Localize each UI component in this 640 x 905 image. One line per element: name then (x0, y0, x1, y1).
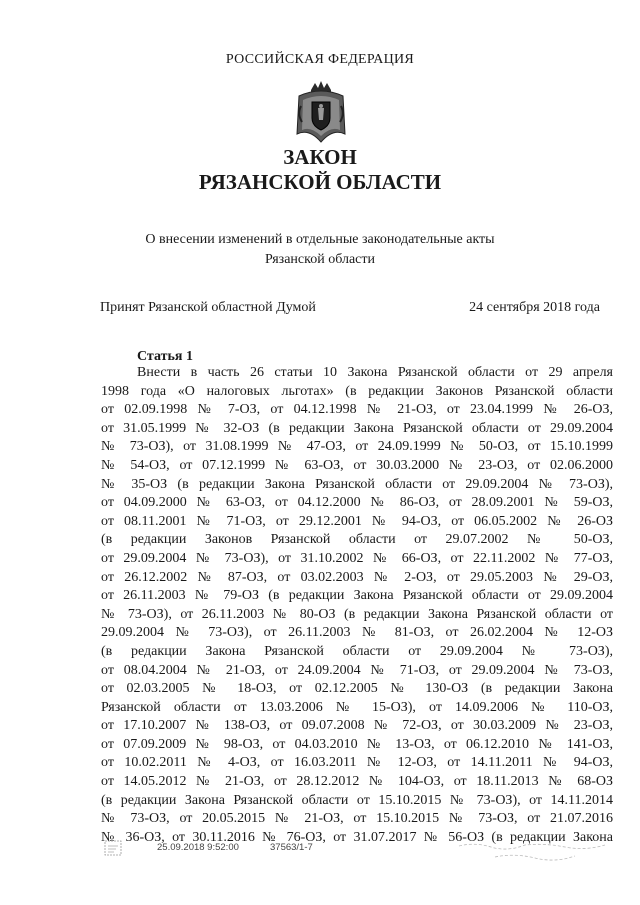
article-body-line: № 73-ОЗ), от 31.08.1999 № 47-ОЗ, от 24.09.1999 № 50-ОЗ, от 15.10.1999 (101, 439, 613, 455)
article-body-line: от 14.05.2012 № 21-ОЗ, от 28.12.2012 № 104-ОЗ, от 18.11.2013 № 68-ОЗ (101, 774, 613, 790)
article-body-line: от 26.12.2002 № 87-ОЗ, от 03.02.2003 № 2-ОЗ, от 29.05.2003 № 29-ОЗ, (101, 569, 613, 585)
law-title-line2: РЯЗАНСКОЙ ОБЛАСТИ (198, 170, 442, 194)
article-body (101, 364, 613, 847)
article-body-line: от 08.11.2001 № 71-ОЗ, от 29.12.2001 № 94-ОЗ, от 06.05.2002 № 26-ОЗ (101, 513, 613, 529)
law-title-line1: ЗАКОН (283, 145, 357, 169)
coat-of-arms-icon (293, 80, 349, 144)
article-body-line: от 31.05.1999 № 32-ОЗ (в редакции Закона Рязанской области от 29.09.2004 (101, 420, 613, 436)
article-body-line: от 07.09.2009 № 98-ОЗ, от 04.03.2010 № 13-ОЗ, от 06.12.2010 № 141-ОЗ, (101, 736, 613, 752)
article-body-line: № 36-ОЗ, от 30.11.2016 № 76-ОЗ, от 31.07.2017 № 56-ОЗ (в редакции Закона (101, 829, 613, 845)
article-heading: Статья 1 (137, 349, 193, 364)
article-body-line: от 17.10.2007 № 138-ОЗ, от 09.07.2008 № 72-ОЗ, от 30.03.2009 № 23-ОЗ, (101, 718, 613, 734)
law-title (0, 145, 640, 195)
article-body-line: (в редакции Закона Рязанской области от 29.09.2004 № 73-ОЗ), (101, 643, 613, 659)
adopted-by: Принят Рязанской областной Думой (100, 300, 316, 315)
adoption-date: 24 сентября 2018 года (469, 300, 600, 315)
article-body-line: от 02.03.2005 № 18-ОЗ, от 02.12.2005 № 130-ОЗ (в редакции Закона (101, 681, 613, 697)
adoption-line (100, 299, 600, 317)
article-body-line: от 04.09.2000 № 63-ОЗ, от 04.12.2000 № 86-ОЗ, от 28.09.2001 № 59-ОЗ, (101, 495, 613, 511)
article-body-line: 1998 года «О налоговых льготах» (в редакции Законов Рязанской области (101, 383, 613, 399)
article-body-line: от 08.04.2004 № 21-ОЗ, от 24.09.2004 № 71-ОЗ, от 29.09.2004 № 73-ОЗ, (101, 662, 613, 678)
page-footer (0, 842, 640, 866)
article-body-line: (в редакции Закона Рязанской области от 15.10.2015 № 73-ОЗ), от 14.11.2014 (101, 792, 613, 808)
article-body-line: № 35-ОЗ (в редакции Закона Рязанской области от 29.09.2004 № 73-ОЗ), (101, 476, 613, 492)
article-body-line: от 10.02.2011 № 4-ОЗ, от 16.03.2011 № 12-ОЗ, от 14.11.2011 № 94-ОЗ, (101, 755, 613, 771)
law-subject (0, 230, 640, 270)
article-body-line: от 02.09.1998 № 7-ОЗ, от 04.12.1998 № 21-ОЗ, от 23.04.1999 № 26-ОЗ, (101, 402, 613, 418)
footer-timestamp: 25.09.2018 9:52:00 (157, 842, 239, 853)
article-body-line: от 26.11.2003 № 79-ОЗ (в редакции Закона Рязанской области от 29.09.2004 (101, 588, 613, 604)
law-subject-line2: Рязанской области (264, 252, 376, 267)
footer-reg-number: 37563/1-7 (270, 842, 313, 853)
article-body-line: № 73-ОЗ), от 26.11.2003 № 80-ОЗ (в редакции Закона Рязанской области от (101, 606, 613, 622)
registration-stamp-icon (103, 838, 125, 860)
article-body-line: № 54-ОЗ, от 07.12.1999 № 63-ОЗ, от 30.03.2000 № 23-ОЗ, от 02.06.2000 (101, 457, 613, 473)
signature-icon (455, 838, 615, 864)
article-body-line: Рязанской области от 13.03.2006 № 15-ОЗ), от 14.09.2006 № 110-ОЗ, (101, 699, 613, 715)
article-body-line: от 29.09.2004 № 73-ОЗ), от 31.10.2002 № 66-ОЗ, от 22.11.2002 № 77-ОЗ, (101, 550, 613, 566)
country-name: РОССИЙСКАЯ ФЕДЕРАЦИЯ (225, 52, 415, 67)
article-body-line: (в редакции Законов Рязанской области от 29.07.2002 № 50-ОЗ, (101, 532, 613, 548)
law-subject-line1: О внесении изменений в отдельные законодательные акты (145, 232, 495, 247)
article-body-line: Внести в часть 26 статьи 10 Закона Рязанской области от 29 апреля (137, 365, 613, 380)
article-body-line: 29.09.2004 № 73-ОЗ), от 26.11.2003 № 81-ОЗ, от 26.02.2004 № 12-ОЗ (101, 625, 613, 641)
article-body-line: № 73-ОЗ, от 20.05.2015 № 21-ОЗ, от 15.10.2015 № 73-ОЗ, от 21.07.2016 (101, 811, 613, 827)
